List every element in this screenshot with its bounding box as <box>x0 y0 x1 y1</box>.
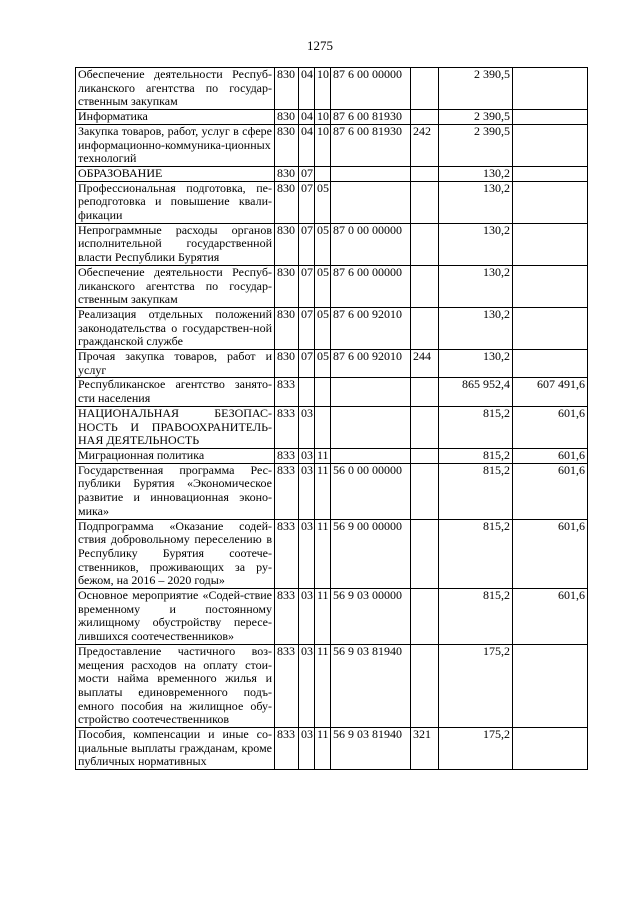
expense-type-code <box>411 223 439 265</box>
subsection-code: 05 <box>315 223 331 265</box>
ministry-code: 833 <box>275 728 299 770</box>
section-code: 07 <box>299 166 315 181</box>
amount-federal: 601,6 <box>513 463 588 519</box>
amount-federal <box>513 350 588 378</box>
expense-type-code <box>411 644 439 727</box>
table-row <box>76 166 588 181</box>
table-row <box>76 406 588 448</box>
amount-federal <box>513 124 588 166</box>
amount: 130,2 <box>439 223 513 265</box>
row-name: Непрограммные расходы органов исполнительной государственной власти Республики Бурятия <box>76 223 275 265</box>
target-article-code: 87 6 00 92010 <box>331 350 411 378</box>
table-row <box>76 644 588 727</box>
amount: 815,2 <box>439 463 513 519</box>
subsection-code: 11 <box>315 463 331 519</box>
ministry-code: 830 <box>275 265 299 307</box>
section-code: 03 <box>299 519 315 589</box>
table-row <box>76 68 588 110</box>
section-code: 03 <box>299 644 315 727</box>
section-code: 03 <box>299 406 315 448</box>
ministry-code: 833 <box>275 406 299 448</box>
amount: 175,2 <box>439 644 513 727</box>
target-article-code: 87 6 00 81930 <box>331 110 411 125</box>
row-name: Обеспечение деятельности Респуб-ликанского агентства по государ-ственным закупкам <box>76 68 275 110</box>
amount-federal <box>513 68 588 110</box>
ministry-code: 833 <box>275 519 299 589</box>
expense-type-code <box>411 406 439 448</box>
amount: 815,2 <box>439 448 513 463</box>
target-article-code: 87 0 00 00000 <box>331 223 411 265</box>
amount: 815,2 <box>439 406 513 448</box>
table-row <box>76 124 588 166</box>
amount-federal <box>513 728 588 770</box>
section-code: 07 <box>299 350 315 378</box>
amount: 130,2 <box>439 265 513 307</box>
amount-federal <box>513 166 588 181</box>
section-code <box>299 378 315 406</box>
row-name: Государственная программа Рес-публики Бурятия «Экономическое развитие и инновационная эконо-мика» <box>76 463 275 519</box>
section-code: 07 <box>299 181 315 223</box>
table-row <box>76 728 588 770</box>
ministry-code: 830 <box>275 124 299 166</box>
table-row <box>76 181 588 223</box>
expense-type-code <box>411 110 439 125</box>
subsection-code: 10 <box>315 124 331 166</box>
ministry-code: 833 <box>275 463 299 519</box>
subsection-code <box>315 166 331 181</box>
ministry-code: 833 <box>275 448 299 463</box>
amount-federal: 601,6 <box>513 448 588 463</box>
ministry-code: 830 <box>275 307 299 349</box>
ministry-code: 830 <box>275 223 299 265</box>
page-number: 1275 <box>307 38 333 53</box>
target-article-code: 87 6 00 92010 <box>331 307 411 349</box>
target-article-code: 87 6 00 00000 <box>331 68 411 110</box>
ministry-code: 830 <box>275 68 299 110</box>
subsection-code: 10 <box>315 68 331 110</box>
section-code: 03 <box>299 728 315 770</box>
target-article-code <box>331 378 411 406</box>
amount: 2 390,5 <box>439 124 513 166</box>
expense-type-code: 242 <box>411 124 439 166</box>
ministry-code: 830 <box>275 110 299 125</box>
section-code: 07 <box>299 223 315 265</box>
expense-type-code <box>411 68 439 110</box>
amount-federal <box>513 223 588 265</box>
expense-type-code <box>411 166 439 181</box>
table-row <box>76 265 588 307</box>
amount: 815,2 <box>439 589 513 645</box>
table-body <box>76 68 588 770</box>
amount: 2 390,5 <box>439 110 513 125</box>
subsection-code: 05 <box>315 181 331 223</box>
table-row <box>76 448 588 463</box>
row-name: Пособия, компенсации и иные со-циальные выплаты гражданам, кроме публичных нормативных <box>76 728 275 770</box>
section-code: 03 <box>299 448 315 463</box>
subsection-code: 05 <box>315 350 331 378</box>
amount: 130,2 <box>439 181 513 223</box>
row-name: Подпрограмма «Оказание содей-ствия добровольному переселению в Республику Бурятия соотече-ственников, проживающих за ру-бежом, на 2016 – 2020 годы» <box>76 519 275 589</box>
ministry-code: 830 <box>275 181 299 223</box>
subsection-code: 11 <box>315 448 331 463</box>
row-name: НАЦИОНАЛЬНАЯ БЕЗОПАС-НОСТЬ И ПРАВООХРАНИТЕЛЬ-НАЯ ДЕЯТЕЛЬНОСТЬ <box>76 406 275 448</box>
expense-type-code <box>411 265 439 307</box>
row-name: Республиканское агентство занято-сти населения <box>76 378 275 406</box>
row-name: ОБРАЗОВАНИЕ <box>76 166 275 181</box>
amount-federal <box>513 307 588 349</box>
amount: 130,2 <box>439 307 513 349</box>
expense-type-code <box>411 181 439 223</box>
amount-federal: 601,6 <box>513 519 588 589</box>
amount-federal: 607 491,6 <box>513 378 588 406</box>
row-name: Обеспечение деятельности Респуб-ликанского агентства по государ-ственным закупкам <box>76 265 275 307</box>
table-row <box>76 350 588 378</box>
amount: 130,2 <box>439 166 513 181</box>
table-row <box>76 519 588 589</box>
subsection-code: 11 <box>315 728 331 770</box>
subsection-code: 10 <box>315 110 331 125</box>
target-article-code: 87 6 00 00000 <box>331 265 411 307</box>
budget-table <box>75 67 588 770</box>
target-article-code <box>331 181 411 223</box>
expense-type-code <box>411 448 439 463</box>
target-article-code <box>331 448 411 463</box>
expense-type-code: 244 <box>411 350 439 378</box>
row-name: Профессиональная подготовка, пе-реподготовка и повышение квали-фикации <box>76 181 275 223</box>
section-code: 04 <box>299 124 315 166</box>
amount-federal <box>513 110 588 125</box>
target-article-code: 56 9 03 81940 <box>331 644 411 727</box>
expense-type-code <box>411 589 439 645</box>
table-row <box>76 378 588 406</box>
subsection-code: 11 <box>315 519 331 589</box>
ministry-code: 830 <box>275 166 299 181</box>
expense-type-code: 321 <box>411 728 439 770</box>
expense-type-code <box>411 307 439 349</box>
ministry-code: 833 <box>275 378 299 406</box>
expense-type-code <box>411 378 439 406</box>
subsection-code <box>315 378 331 406</box>
section-code: 03 <box>299 589 315 645</box>
expense-type-code <box>411 519 439 589</box>
subsection-code: 11 <box>315 644 331 727</box>
subsection-code <box>315 406 331 448</box>
table-row <box>76 223 588 265</box>
target-article-code <box>331 166 411 181</box>
row-name: Закупка товаров, работ, услуг в сфере информационно-коммуника-ционных технологий <box>76 124 275 166</box>
row-name: Основное мероприятие «Содей-ствие временному и постоянному жилищному обустройству пересе-лившихся соотечественников» <box>76 589 275 645</box>
target-article-code <box>331 406 411 448</box>
amount: 130,2 <box>439 350 513 378</box>
section-code: 04 <box>299 110 315 125</box>
target-article-code: 87 6 00 81930 <box>331 124 411 166</box>
subsection-code: 05 <box>315 265 331 307</box>
table-row <box>76 463 588 519</box>
table-row <box>76 589 588 645</box>
section-code: 07 <box>299 265 315 307</box>
ministry-code: 830 <box>275 350 299 378</box>
amount-federal <box>513 644 588 727</box>
amount: 175,2 <box>439 728 513 770</box>
amount-federal <box>513 181 588 223</box>
row-name: Информатика <box>76 110 275 125</box>
section-code: 03 <box>299 463 315 519</box>
section-code: 07 <box>299 307 315 349</box>
amount-federal: 601,6 <box>513 406 588 448</box>
ministry-code: 833 <box>275 644 299 727</box>
subsection-code: 11 <box>315 589 331 645</box>
ministry-code: 833 <box>275 589 299 645</box>
target-article-code: 56 0 00 00000 <box>331 463 411 519</box>
target-article-code: 56 9 00 00000 <box>331 519 411 589</box>
expense-type-code <box>411 463 439 519</box>
amount: 865 952,4 <box>439 378 513 406</box>
row-name: Миграционная политика <box>76 448 275 463</box>
target-article-code: 56 9 03 00000 <box>331 589 411 645</box>
subsection-code: 05 <box>315 307 331 349</box>
target-article-code: 56 9 03 81940 <box>331 728 411 770</box>
row-name: Прочая закупка товаров, работ и услуг <box>76 350 275 378</box>
row-name: Реализация отдельных положений законодательства о государствен-ной гражданской службе <box>76 307 275 349</box>
amount: 2 390,5 <box>439 68 513 110</box>
table-row <box>76 307 588 349</box>
section-code: 04 <box>299 68 315 110</box>
amount: 815,2 <box>439 519 513 589</box>
row-name: Предоставление частичного воз-мещения расходов на оплату стои-мости найма временного жилья и выплаты единовременного подъ-емного пособия на жилищное обу-стройство соотечественников <box>76 644 275 727</box>
amount-federal: 601,6 <box>513 589 588 645</box>
table-row <box>76 110 588 125</box>
amount-federal <box>513 265 588 307</box>
